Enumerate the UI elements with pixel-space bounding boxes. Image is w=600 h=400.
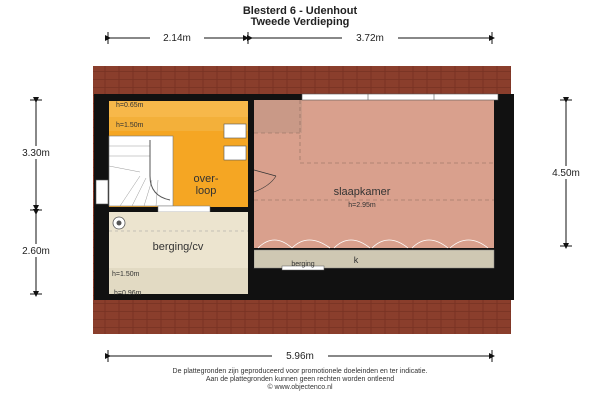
stair-window <box>96 180 108 204</box>
staircase <box>109 136 173 206</box>
room-label-storage-cv: berging/cv <box>152 241 204 253</box>
plan-subtitle: Tweede Verdieping <box>250 16 350 28</box>
room-label-bedroom: slaapkamer <box>333 186 391 198</box>
height-label: h=0.65m <box>116 102 144 109</box>
room-label-closet: k <box>353 255 359 265</box>
plan-title: Blesterd 6 - Udenhout <box>242 5 358 17</box>
dimension-label: 4.50m <box>552 168 580 179</box>
dimension-label: 3.30m <box>22 148 50 159</box>
disclaimer-line: De plattegronden zijn geproduceerd voor promotionele doeleinden en ter indicatie. <box>172 368 428 375</box>
sink-icon <box>224 124 246 138</box>
dimension-label: 2.60m <box>22 246 50 257</box>
doorway <box>158 206 210 212</box>
height-label: h=1.50m <box>112 271 140 278</box>
dimension-bottom <box>108 349 492 362</box>
sink-icon <box>224 146 246 160</box>
interior-wall <box>248 100 254 268</box>
room-label-storage: berging <box>291 261 315 268</box>
room-label-landing: loop <box>195 185 217 197</box>
dimension-top-right <box>248 31 492 44</box>
dimension-label: 2.14m <box>163 33 191 44</box>
bedroom-height-label: h=2.95m <box>348 202 376 209</box>
room-label-landing: over- <box>193 173 219 185</box>
dimension-left-upper <box>12 100 60 208</box>
height-label: h=1.50m <box>116 122 144 129</box>
disclaimer-line: © www.objectenco.nl <box>267 384 333 391</box>
window <box>302 94 498 100</box>
disclaimer-line: Aan de plattegronden kunnen geen rechten worden ontleend <box>205 376 395 383</box>
dimension-right <box>542 100 590 246</box>
dimension-left-lower <box>12 210 60 294</box>
dimension-label: 3.72m <box>356 33 384 44</box>
dimension-top-left <box>108 31 246 44</box>
height-label: h=0.96m <box>114 290 142 297</box>
dimension-label: 5.96m <box>286 351 314 362</box>
knee-wall-storage <box>254 250 494 268</box>
